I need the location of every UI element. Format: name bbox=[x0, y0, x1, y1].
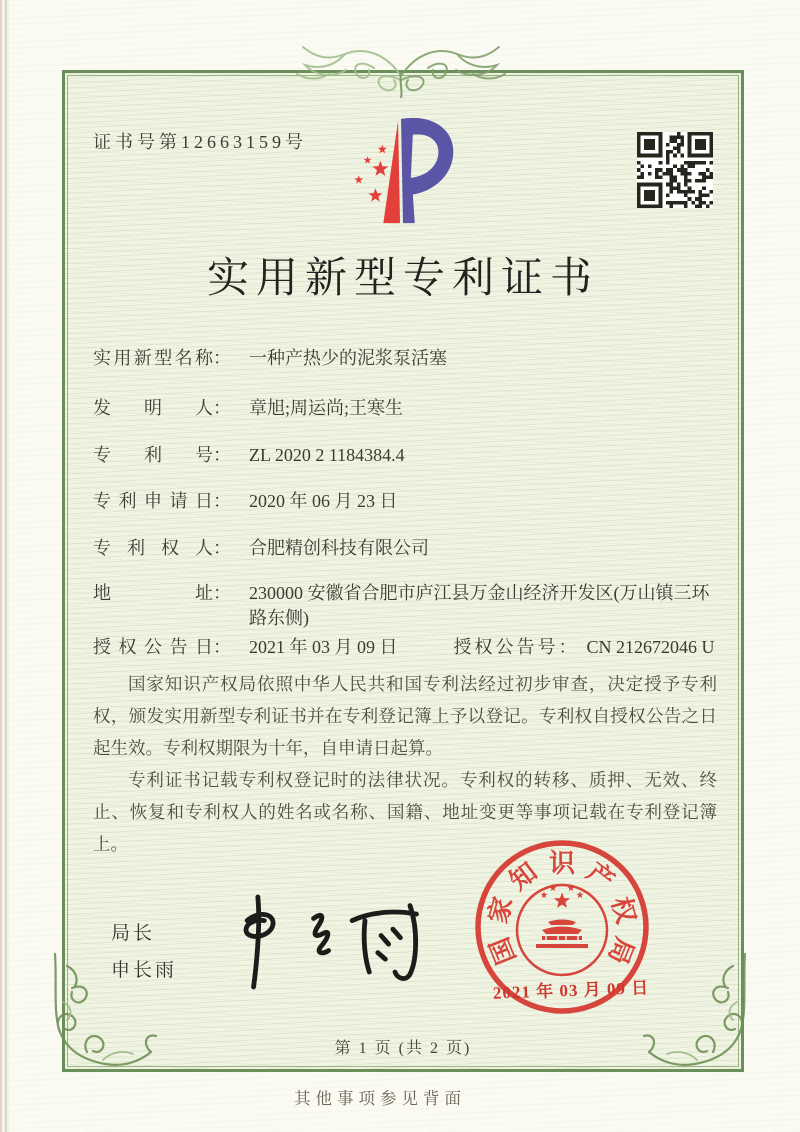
legal-paragraph-2: 专利证书记载专利权登记时的法律状况。专利权的转移、质押、无效、终止、恢复和专利权人的姓名或名称、国籍、地址变更等事项记载在专利登记簿上。 bbox=[93, 770, 717, 854]
field-colon: ： bbox=[213, 538, 231, 558]
field-colon: ： bbox=[213, 348, 231, 368]
field-label: 实用新型名称 bbox=[93, 348, 213, 368]
field-label: 专利权人 bbox=[93, 538, 213, 558]
certificate-number: 证书号第12663159号 bbox=[93, 132, 307, 152]
cnipa-logo-icon bbox=[343, 113, 461, 231]
commissioner-title: 局长 bbox=[111, 923, 156, 944]
qr-code bbox=[637, 132, 713, 208]
grant-number-group bbox=[454, 633, 715, 659]
field-value: 章旭;周运尚;王寒生 bbox=[249, 398, 404, 418]
field-label: 专利号 bbox=[93, 445, 213, 465]
field-row-patentee bbox=[93, 534, 715, 561]
field-label: 专利申请日 bbox=[93, 491, 213, 511]
legal-text bbox=[93, 668, 717, 860]
field-row-inventors bbox=[93, 394, 715, 421]
svg-text:识: 识 bbox=[548, 849, 576, 878]
field-row-filing-date bbox=[93, 487, 715, 514]
back-side-note: 其他事项参见背面 bbox=[294, 1089, 466, 1108]
field-value: 2020 年 06 月 23 日 bbox=[249, 491, 398, 511]
field-row-name bbox=[93, 344, 715, 371]
field-label: 地址 bbox=[93, 583, 213, 603]
field-colon: ： bbox=[213, 445, 231, 465]
svg-text:局: 局 bbox=[602, 933, 640, 969]
field-colon: ： bbox=[558, 637, 577, 657]
svg-text:产: 产 bbox=[581, 857, 620, 896]
svg-text:国: 国 bbox=[484, 933, 522, 969]
grant-number-value: CN 212672046 U bbox=[586, 637, 715, 657]
certificate-title: 实用新型专利证书 bbox=[206, 256, 599, 302]
commissioner-signature bbox=[215, 886, 440, 998]
page-number: 第 1 页 (共 2 页) bbox=[334, 1040, 472, 1057]
svg-text:家: 家 bbox=[483, 893, 519, 927]
field-value: 2021 年 03 月 09 日 bbox=[249, 637, 398, 657]
field-label: 发明人 bbox=[93, 398, 213, 418]
field-colon: ： bbox=[213, 637, 231, 657]
field-colon: ： bbox=[213, 583, 231, 603]
field-value: 一种产热少的泥浆泵活塞 bbox=[249, 348, 447, 368]
field-colon: ： bbox=[213, 398, 231, 418]
field-value: ZL 2020 2 1184384.4 bbox=[249, 445, 405, 465]
certificate-frame bbox=[62, 70, 744, 1072]
field-label: 授权公告日 bbox=[93, 637, 213, 657]
svg-text:知: 知 bbox=[504, 857, 543, 896]
svg-text:权: 权 bbox=[605, 893, 641, 927]
commissioner-name: 申长雨 bbox=[111, 960, 178, 981]
field-row-grant-date bbox=[93, 633, 715, 660]
field-row-patent-number bbox=[93, 441, 715, 468]
field-value: 230000 安徽省合肥市庐江县万金山经济开发区(万山镇三环路东侧) bbox=[249, 583, 710, 628]
seal-date: 2021 年 03 月 09 日 bbox=[492, 978, 650, 1003]
field-colon: ： bbox=[213, 491, 231, 511]
legal-paragraph-1: 国家知识产权局依照中华人民共和国专利法经过初步审查，决定授予专利权，颁发实用新型专利证书并在专利登记簿上予以登记。专利权自授权公告之日起生效。专利权期限为十年，自申请日起算。 bbox=[93, 674, 717, 758]
grant-number-label: 授权公告号 bbox=[453, 637, 559, 657]
field-value: 合肥精创科技有限公司 bbox=[249, 538, 429, 558]
field-row-address bbox=[93, 579, 715, 631]
qr-code-image bbox=[637, 132, 713, 208]
